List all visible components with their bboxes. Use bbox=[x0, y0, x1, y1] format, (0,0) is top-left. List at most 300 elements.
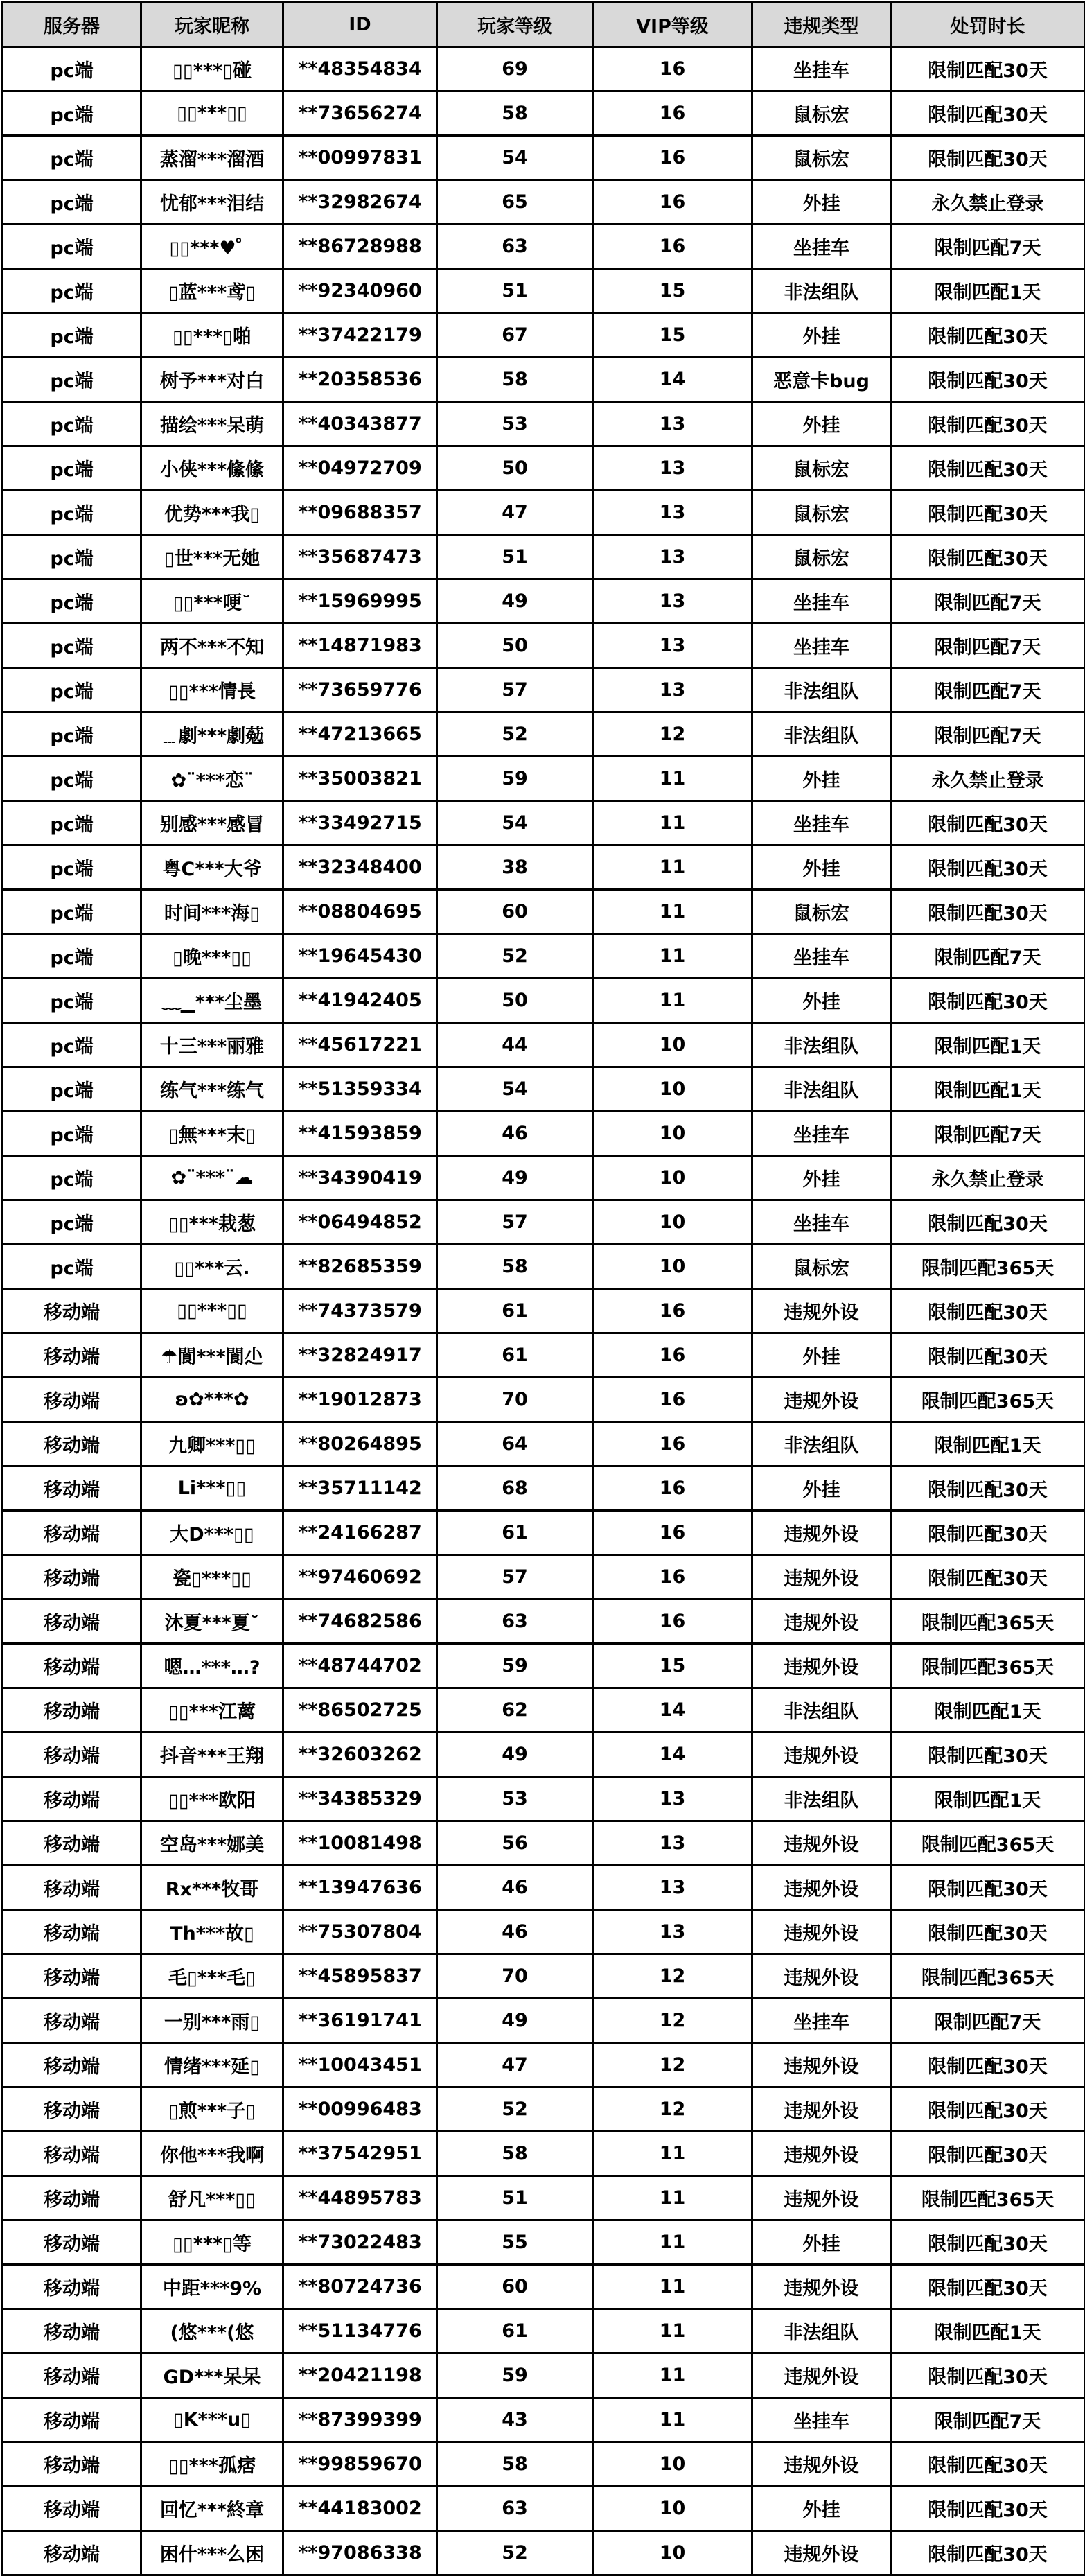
cell-id: **41942405 bbox=[283, 979, 437, 1023]
table-row bbox=[3, 1067, 1085, 1112]
cell-server: 移动端 bbox=[3, 1954, 141, 1999]
cell-vip-level: 11 bbox=[593, 979, 752, 1023]
cell-id: **40343877 bbox=[283, 402, 437, 446]
cell-penalty-duration: 限制匹配1天 bbox=[891, 1777, 1085, 1821]
cell-player-level: 49 bbox=[437, 579, 593, 624]
cell-server: pc端 bbox=[3, 668, 141, 712]
cell-id: **00997831 bbox=[283, 136, 437, 180]
cell-server: pc端 bbox=[3, 402, 141, 446]
cell-player-level: 49 bbox=[437, 1733, 593, 1777]
cell-violation-type: 鼠标宏 bbox=[752, 136, 891, 180]
cell-vip-level: 16 bbox=[593, 180, 752, 225]
table-row bbox=[3, 1023, 1085, 1067]
cell-vip-level: 13 bbox=[593, 535, 752, 579]
cell-nickname: 抖音***王翔 bbox=[141, 1733, 283, 1777]
cell-violation-type: 非法组队 bbox=[752, 668, 891, 712]
cell-player-level: 68 bbox=[437, 1466, 593, 1511]
cell-violation-type: 非法组队 bbox=[752, 1422, 891, 1466]
cell-player-level: 50 bbox=[437, 979, 593, 1023]
table-row bbox=[3, 91, 1085, 136]
cell-player-level: 49 bbox=[437, 1156, 593, 1200]
table-row bbox=[3, 1333, 1085, 1378]
cell-id: **51359334 bbox=[283, 1067, 437, 1112]
cell-player-level: 59 bbox=[437, 757, 593, 801]
cell-nickname: 小侠***絛絛 bbox=[141, 446, 283, 491]
cell-penalty-duration: 限制匹配7天 bbox=[891, 1999, 1085, 2043]
cell-nickname: ☂閬***閬尐 bbox=[141, 1333, 283, 1378]
cell-server: 移动端 bbox=[3, 2309, 141, 2354]
cell-id: **13947636 bbox=[283, 1866, 437, 1910]
cell-server: pc端 bbox=[3, 712, 141, 757]
cell-player-level: 49 bbox=[437, 1999, 593, 2043]
cell-player-level: 59 bbox=[437, 2354, 593, 2398]
cell-nickname: GD***呆呆 bbox=[141, 2354, 283, 2398]
cell-player-level: 56 bbox=[437, 1821, 593, 1866]
cell-nickname: Th***故▯ bbox=[141, 1910, 283, 1954]
cell-violation-type: 鼠标宏 bbox=[752, 446, 891, 491]
cell-player-level: 53 bbox=[437, 1777, 593, 1821]
cell-violation-type: 违规外设 bbox=[752, 2265, 891, 2309]
cell-penalty-duration: 永久禁止登录 bbox=[891, 180, 1085, 225]
cell-player-level: 65 bbox=[437, 180, 593, 225]
cell-id: **74373579 bbox=[283, 1289, 437, 1333]
table-row bbox=[3, 1422, 1085, 1466]
cell-server: pc端 bbox=[3, 535, 141, 579]
cell-violation-type: 违规外设 bbox=[752, 1289, 891, 1333]
cell-nickname: ✿¨***¨☁ bbox=[141, 1156, 283, 1200]
cell-player-level: 60 bbox=[437, 890, 593, 934]
cell-violation-type: 违规外设 bbox=[752, 2442, 891, 2487]
cell-violation-type: 外挂 bbox=[752, 2220, 891, 2265]
cell-violation-type: 违规外设 bbox=[752, 1511, 891, 1555]
table-row bbox=[3, 269, 1085, 313]
cell-id: **87399399 bbox=[283, 2398, 437, 2442]
cell-id: **24166287 bbox=[283, 1511, 437, 1555]
cell-id: **86502725 bbox=[283, 1688, 437, 1733]
penalty-table bbox=[1, 1, 1085, 2576]
cell-id: **45617221 bbox=[283, 1023, 437, 1067]
cell-id: **41593859 bbox=[283, 1112, 437, 1156]
cell-vip-level: 13 bbox=[593, 1821, 752, 1866]
cell-server: 移动端 bbox=[3, 1378, 141, 1422]
cell-vip-level: 11 bbox=[593, 2354, 752, 2398]
cell-server: 移动端 bbox=[3, 1644, 141, 1688]
cell-violation-type: 外挂 bbox=[752, 979, 891, 1023]
cell-nickname: 情绪***延▯ bbox=[141, 2043, 283, 2087]
cell-id: **20358536 bbox=[283, 358, 437, 402]
cell-player-level: 52 bbox=[437, 934, 593, 979]
cell-penalty-duration: 限制匹配30天 bbox=[891, 2265, 1085, 2309]
cell-penalty-duration: 限制匹配7天 bbox=[891, 225, 1085, 269]
cell-vip-level: 16 bbox=[593, 1511, 752, 1555]
table-row bbox=[3, 2176, 1085, 2220]
cell-player-level: 70 bbox=[437, 1378, 593, 1422]
cell-vip-level: 13 bbox=[593, 446, 752, 491]
cell-penalty-duration: 限制匹配30天 bbox=[891, 1333, 1085, 1378]
cell-server: 移动端 bbox=[3, 1688, 141, 1733]
cell-vip-level: 10 bbox=[593, 1067, 752, 1112]
cell-violation-type: 违规外设 bbox=[752, 2043, 891, 2087]
table-row bbox=[3, 757, 1085, 801]
cell-violation-type: 外挂 bbox=[752, 1333, 891, 1378]
cell-penalty-duration: 限制匹配365天 bbox=[891, 1378, 1085, 1422]
cell-server: pc端 bbox=[3, 1067, 141, 1112]
cell-violation-type: 违规外设 bbox=[752, 1644, 891, 1688]
cell-server: pc端 bbox=[3, 579, 141, 624]
cell-player-level: 54 bbox=[437, 801, 593, 845]
cell-server: pc端 bbox=[3, 446, 141, 491]
cell-server: 移动端 bbox=[3, 2132, 141, 2176]
table-row bbox=[3, 225, 1085, 269]
cell-nickname: ▯▯***江蓠 bbox=[141, 1688, 283, 1733]
cell-server: pc端 bbox=[3, 890, 141, 934]
header-violation-type: 违规类型 bbox=[752, 3, 891, 47]
cell-id: **19645430 bbox=[283, 934, 437, 979]
cell-penalty-duration: 限制匹配30天 bbox=[891, 2442, 1085, 2487]
table-row bbox=[3, 2354, 1085, 2398]
cell-server: 移动端 bbox=[3, 1555, 141, 1600]
cell-violation-type: 外挂 bbox=[752, 757, 891, 801]
cell-vip-level: 16 bbox=[593, 136, 752, 180]
cell-violation-type: 坐挂车 bbox=[752, 579, 891, 624]
table-row bbox=[3, 1600, 1085, 1644]
cell-player-level: 47 bbox=[437, 2043, 593, 2087]
cell-server: 移动端 bbox=[3, 2398, 141, 2442]
cell-server: pc端 bbox=[3, 269, 141, 313]
table-row bbox=[3, 180, 1085, 225]
cell-vip-level: 10 bbox=[593, 1200, 752, 1245]
cell-server: 移动端 bbox=[3, 1999, 141, 2043]
cell-violation-type: 违规外设 bbox=[752, 1733, 891, 1777]
cell-nickname: ▯▯***栽葱 bbox=[141, 1200, 283, 1245]
table-row bbox=[3, 2043, 1085, 2087]
cell-player-level: 62 bbox=[437, 1688, 593, 1733]
cell-nickname: ▯▯***♥゜ bbox=[141, 225, 283, 269]
cell-server: pc端 bbox=[3, 91, 141, 136]
header-id: ID bbox=[283, 3, 437, 47]
cell-violation-type: 外挂 bbox=[752, 2487, 891, 2531]
cell-id: **19012873 bbox=[283, 1378, 437, 1422]
cell-violation-type: 坐挂车 bbox=[752, 1112, 891, 1156]
cell-violation-type: 非法组队 bbox=[752, 1023, 891, 1067]
cell-nickname: 十三***丽雅 bbox=[141, 1023, 283, 1067]
cell-vip-level: 16 bbox=[593, 1466, 752, 1511]
cell-id: **00996483 bbox=[283, 2087, 437, 2132]
cell-penalty-duration: 限制匹配365天 bbox=[891, 1245, 1085, 1289]
cell-vip-level: 13 bbox=[593, 1866, 752, 1910]
cell-penalty-duration: 限制匹配1天 bbox=[891, 1422, 1085, 1466]
cell-id: **06494852 bbox=[283, 1200, 437, 1245]
cell-vip-level: 12 bbox=[593, 2087, 752, 2132]
cell-server: 移动端 bbox=[3, 1333, 141, 1378]
cell-server: pc端 bbox=[3, 845, 141, 890]
cell-id: **80264895 bbox=[283, 1422, 437, 1466]
cell-vip-level: 10 bbox=[593, 2487, 752, 2531]
cell-server: 移动端 bbox=[3, 2265, 141, 2309]
cell-penalty-duration: 限制匹配30天 bbox=[891, 801, 1085, 845]
cell-vip-level: 10 bbox=[593, 1156, 752, 1200]
cell-server: pc端 bbox=[3, 180, 141, 225]
cell-penalty-duration: 限制匹配30天 bbox=[891, 1466, 1085, 1511]
cell-penalty-duration: 限制匹配30天 bbox=[891, 1733, 1085, 1777]
cell-violation-type: 违规外设 bbox=[752, 1600, 891, 1644]
cell-vip-level: 16 bbox=[593, 91, 752, 136]
cell-penalty-duration: 限制匹配1天 bbox=[891, 1688, 1085, 1733]
cell-vip-level: 16 bbox=[593, 1289, 752, 1333]
cell-id: **08804695 bbox=[283, 890, 437, 934]
cell-penalty-duration: 限制匹配30天 bbox=[891, 47, 1085, 91]
cell-vip-level: 10 bbox=[593, 2531, 752, 2575]
cell-id: **92340960 bbox=[283, 269, 437, 313]
cell-server: 移动端 bbox=[3, 2531, 141, 2575]
cell-player-level: 58 bbox=[437, 358, 593, 402]
table-row bbox=[3, 1466, 1085, 1511]
cell-penalty-duration: 限制匹配30天 bbox=[891, 446, 1085, 491]
table-row bbox=[3, 801, 1085, 845]
table-row bbox=[3, 579, 1085, 624]
table-row bbox=[3, 402, 1085, 446]
cell-player-level: 54 bbox=[437, 1067, 593, 1112]
cell-penalty-duration: 限制匹配30天 bbox=[891, 91, 1085, 136]
cell-violation-type: 外挂 bbox=[752, 845, 891, 890]
cell-nickname: 嗯…***…? bbox=[141, 1644, 283, 1688]
cell-player-level: 50 bbox=[437, 446, 593, 491]
cell-id: **35003821 bbox=[283, 757, 437, 801]
cell-vip-level: 11 bbox=[593, 2220, 752, 2265]
cell-nickname: 两不***不知 bbox=[141, 624, 283, 668]
cell-id: **75307804 bbox=[283, 1910, 437, 1954]
cell-id: **73022483 bbox=[283, 2220, 437, 2265]
cell-penalty-duration: 限制匹配30天 bbox=[891, 1910, 1085, 1954]
cell-penalty-duration: 限制匹配7天 bbox=[891, 624, 1085, 668]
cell-vip-level: 11 bbox=[593, 2176, 752, 2220]
cell-vip-level: 13 bbox=[593, 491, 752, 535]
cell-nickname: 沐夏***夏˘ bbox=[141, 1600, 283, 1644]
cell-vip-level: 11 bbox=[593, 2132, 752, 2176]
cell-player-level: 50 bbox=[437, 624, 593, 668]
cell-nickname: ▯世***无她 bbox=[141, 535, 283, 579]
cell-violation-type: 外挂 bbox=[752, 1466, 891, 1511]
table-row bbox=[3, 1866, 1085, 1910]
cell-penalty-duration: 限制匹配30天 bbox=[891, 2531, 1085, 2575]
cell-id: **48354834 bbox=[283, 47, 437, 91]
cell-server: 移动端 bbox=[3, 2487, 141, 2531]
cell-server: pc端 bbox=[3, 358, 141, 402]
cell-penalty-duration: 限制匹配1天 bbox=[891, 2309, 1085, 2354]
cell-nickname: 空岛***娜美 bbox=[141, 1821, 283, 1866]
cell-penalty-duration: 永久禁止登录 bbox=[891, 1156, 1085, 1200]
cell-id: **45895837 bbox=[283, 1954, 437, 1999]
cell-player-level: 38 bbox=[437, 845, 593, 890]
cell-vip-level: 12 bbox=[593, 1999, 752, 2043]
cell-id: **33492715 bbox=[283, 801, 437, 845]
table-row bbox=[3, 136, 1085, 180]
cell-violation-type: 违规外设 bbox=[752, 2132, 891, 2176]
cell-vip-level: 16 bbox=[593, 47, 752, 91]
cell-server: 移动端 bbox=[3, 2220, 141, 2265]
cell-nickname: 蒸溜***溜酒 bbox=[141, 136, 283, 180]
cell-player-level: 61 bbox=[437, 1511, 593, 1555]
cell-vip-level: 15 bbox=[593, 313, 752, 358]
cell-nickname: ▯無***末▯ bbox=[141, 1112, 283, 1156]
table-row bbox=[3, 313, 1085, 358]
cell-vip-level: 15 bbox=[593, 1644, 752, 1688]
cell-server: pc端 bbox=[3, 1156, 141, 1200]
cell-vip-level: 10 bbox=[593, 2442, 752, 2487]
cell-server: pc端 bbox=[3, 136, 141, 180]
header-penalty-duration: 处罚时长 bbox=[891, 3, 1085, 47]
cell-server: 移动端 bbox=[3, 1910, 141, 1954]
cell-player-level: 57 bbox=[437, 668, 593, 712]
cell-violation-type: 鼠标宏 bbox=[752, 535, 891, 579]
cell-server: pc端 bbox=[3, 1200, 141, 1245]
table-row bbox=[3, 2309, 1085, 2354]
cell-penalty-duration: 限制匹配7天 bbox=[891, 1112, 1085, 1156]
cell-violation-type: 违规外设 bbox=[752, 2176, 891, 2220]
cell-id: **73659776 bbox=[283, 668, 437, 712]
cell-violation-type: 非法组队 bbox=[752, 1067, 891, 1112]
cell-server: pc端 bbox=[3, 624, 141, 668]
cell-penalty-duration: 限制匹配7天 bbox=[891, 934, 1085, 979]
cell-nickname: 树予***对白 bbox=[141, 358, 283, 402]
cell-server: pc端 bbox=[3, 1245, 141, 1289]
cell-violation-type: 坐挂车 bbox=[752, 47, 891, 91]
header-row bbox=[3, 3, 1085, 47]
cell-player-level: 61 bbox=[437, 1289, 593, 1333]
cell-nickname: 时间***海▯ bbox=[141, 890, 283, 934]
cell-penalty-duration: 限制匹配30天 bbox=[891, 535, 1085, 579]
cell-server: pc端 bbox=[3, 1023, 141, 1067]
cell-id: **14871983 bbox=[283, 624, 437, 668]
cell-player-level: 44 bbox=[437, 1023, 593, 1067]
cell-server: pc端 bbox=[3, 801, 141, 845]
header-server: 服务器 bbox=[3, 3, 141, 47]
table-row bbox=[3, 2531, 1085, 2575]
cell-vip-level: 16 bbox=[593, 225, 752, 269]
cell-nickname: ▯▯***▯▯ bbox=[141, 1289, 283, 1333]
cell-player-level: 64 bbox=[437, 1422, 593, 1466]
cell-violation-type: 违规外设 bbox=[752, 2087, 891, 2132]
cell-id: **37542951 bbox=[283, 2132, 437, 2176]
cell-vip-level: 16 bbox=[593, 1600, 752, 1644]
cell-penalty-duration: 永久禁止登录 bbox=[891, 757, 1085, 801]
cell-player-level: 54 bbox=[437, 136, 593, 180]
cell-player-level: 63 bbox=[437, 1600, 593, 1644]
cell-violation-type: 外挂 bbox=[752, 1156, 891, 1200]
table-row bbox=[3, 1777, 1085, 1821]
table-row bbox=[3, 1156, 1085, 1200]
table-row bbox=[3, 1954, 1085, 1999]
table-row bbox=[3, 446, 1085, 491]
table-row bbox=[3, 1555, 1085, 1600]
table-body bbox=[3, 47, 1085, 2575]
table-row bbox=[3, 358, 1085, 402]
cell-nickname: 九卿***▯▯ bbox=[141, 1422, 283, 1466]
cell-nickname: 瓷▯***▯▯ bbox=[141, 1555, 283, 1600]
table-row bbox=[3, 1910, 1085, 1954]
cell-player-level: 57 bbox=[437, 1200, 593, 1245]
cell-server: 移动端 bbox=[3, 1733, 141, 1777]
cell-id: **04972709 bbox=[283, 446, 437, 491]
cell-vip-level: 13 bbox=[593, 1910, 752, 1954]
cell-nickname: ʚ✿***✿ bbox=[141, 1378, 283, 1422]
cell-penalty-duration: 限制匹配30天 bbox=[891, 2220, 1085, 2265]
cell-server: pc端 bbox=[3, 934, 141, 979]
cell-player-level: 63 bbox=[437, 225, 593, 269]
cell-nickname: Rx***牧哥 bbox=[141, 1866, 283, 1910]
cell-player-level: 52 bbox=[437, 712, 593, 757]
cell-violation-type: 违规外设 bbox=[752, 2531, 891, 2575]
table-row bbox=[3, 1733, 1085, 1777]
cell-id: **09688357 bbox=[283, 491, 437, 535]
table-row bbox=[3, 47, 1085, 91]
cell-violation-type: 非法组队 bbox=[752, 1688, 891, 1733]
cell-penalty-duration: 限制匹配365天 bbox=[891, 1600, 1085, 1644]
cell-nickname: 描绘***呆萌 bbox=[141, 402, 283, 446]
cell-id: **10043451 bbox=[283, 2043, 437, 2087]
cell-nickname: ▯蓝***鸢▯ bbox=[141, 269, 283, 313]
header-player-level: 玩家等级 bbox=[437, 3, 593, 47]
table-row bbox=[3, 1289, 1085, 1333]
cell-penalty-duration: 限制匹配365天 bbox=[891, 1954, 1085, 1999]
cell-server: 移动端 bbox=[3, 1600, 141, 1644]
cell-vip-level: 16 bbox=[593, 1422, 752, 1466]
table-row bbox=[3, 1245, 1085, 1289]
cell-vip-level: 13 bbox=[593, 1777, 752, 1821]
cell-player-level: 70 bbox=[437, 1954, 593, 1999]
cell-penalty-duration: 限制匹配7天 bbox=[891, 579, 1085, 624]
cell-violation-type: 鼠标宏 bbox=[752, 890, 891, 934]
cell-vip-level: 10 bbox=[593, 1112, 752, 1156]
header-nickname: 玩家昵称 bbox=[141, 3, 283, 47]
cell-server: 移动端 bbox=[3, 1821, 141, 1866]
cell-penalty-duration: 限制匹配30天 bbox=[891, 313, 1085, 358]
cell-violation-type: 坐挂车 bbox=[752, 225, 891, 269]
cell-id: **44895783 bbox=[283, 2176, 437, 2220]
cell-violation-type: 恶意卡bug bbox=[752, 358, 891, 402]
cell-player-level: 43 bbox=[437, 2398, 593, 2442]
cell-penalty-duration: 限制匹配30天 bbox=[891, 1866, 1085, 1910]
table-row bbox=[3, 2487, 1085, 2531]
cell-player-level: 60 bbox=[437, 2265, 593, 2309]
cell-player-level: 61 bbox=[437, 1333, 593, 1378]
cell-server: 移动端 bbox=[3, 2354, 141, 2398]
cell-penalty-duration: 限制匹配7天 bbox=[891, 712, 1085, 757]
cell-server: 移动端 bbox=[3, 1466, 141, 1511]
cell-penalty-duration: 限制匹配30天 bbox=[891, 979, 1085, 1023]
cell-nickname: ﹍劇***劇葂 bbox=[141, 712, 283, 757]
cell-violation-type: 非法组队 bbox=[752, 269, 891, 313]
cell-player-level: 52 bbox=[437, 2531, 593, 2575]
cell-nickname: ▯▯***▯啪 bbox=[141, 313, 283, 358]
cell-id: **48744702 bbox=[283, 1644, 437, 1688]
cell-violation-type: 违规外设 bbox=[752, 1954, 891, 1999]
cell-penalty-duration: 限制匹配30天 bbox=[891, 1511, 1085, 1555]
cell-nickname: ▯K***u▯ bbox=[141, 2398, 283, 2442]
cell-nickname: ▯晚***▯▯ bbox=[141, 934, 283, 979]
table-row bbox=[3, 1112, 1085, 1156]
cell-id: **86728988 bbox=[283, 225, 437, 269]
cell-vip-level: 16 bbox=[593, 1333, 752, 1378]
cell-violation-type: 外挂 bbox=[752, 313, 891, 358]
cell-penalty-duration: 限制匹配30天 bbox=[891, 2487, 1085, 2531]
cell-id: **97086338 bbox=[283, 2531, 437, 2575]
cell-player-level: 47 bbox=[437, 491, 593, 535]
cell-nickname: 一别***雨▯ bbox=[141, 1999, 283, 2043]
cell-server: pc端 bbox=[3, 1112, 141, 1156]
cell-server: 移动端 bbox=[3, 2176, 141, 2220]
cell-server: 移动端 bbox=[3, 2043, 141, 2087]
